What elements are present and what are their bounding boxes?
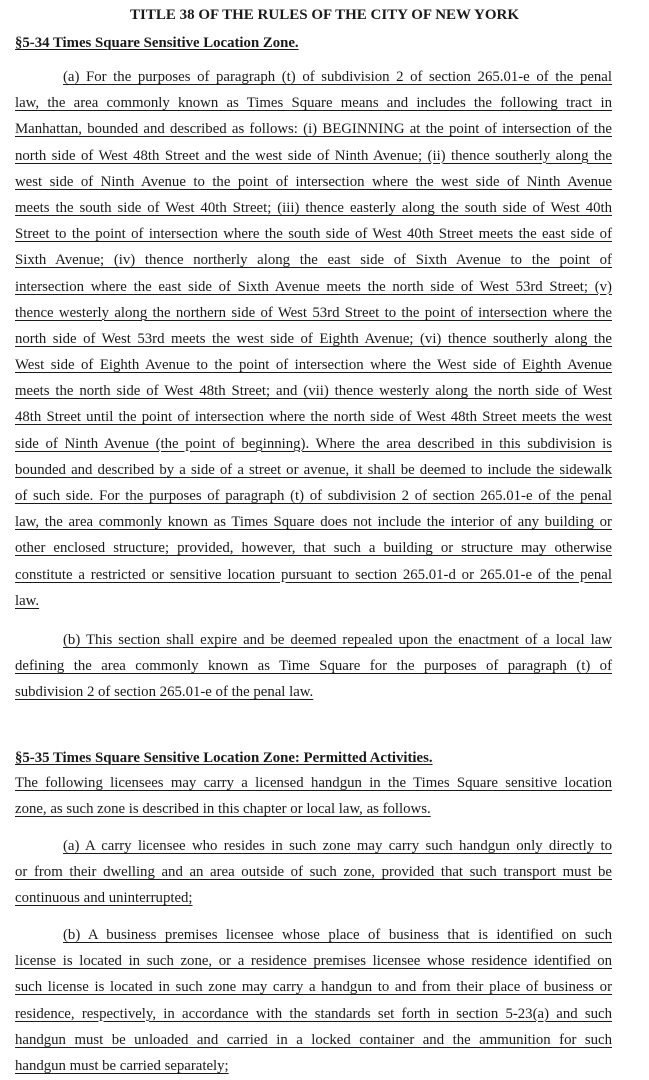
paragraph-5-35-intro: [15, 770, 612, 822]
text-line: handgun must be unloaded and carried in a locked container and the ammunition for such: [15, 1031, 612, 1048]
text-line: defining the area commonly known as Time Square for the purposes of paragraph (t) of: [15, 658, 612, 675]
text-line: law.: [15, 592, 40, 609]
section-heading-5-35: §5-35 Times Square Sensitive Location Zone: Permitted Activities.: [15, 750, 433, 766]
text-line: 48th Street until the point of intersection where the north side of West 48th Street meets the west: [15, 409, 612, 426]
text-line: (a) For the purposes of paragraph (t) of subdivision 2 of section 265.01-e of the penal: [63, 69, 612, 85]
text-line: license is located in such zone, or a residence premises licensee whose residence identified on: [15, 953, 612, 970]
text-line: zone, as such zone is described in this chapter or local law, as follows.: [15, 801, 431, 818]
text-line: law, the area commonly known as Times Square does not include the interior of any building or: [15, 514, 612, 531]
text-line: (a) A carry licensee who resides in such zone may carry such handgun only directly to: [63, 838, 612, 854]
text-line: subdivision 2 of section 265.01-e of the penal law.: [15, 684, 314, 701]
text-line: meets the north side of West 48th Street; and (vii) thence westerly along the north side of West: [15, 383, 612, 400]
text-line: of such side. For the purposes of paragraph (t) of subdivision 2 of section 265.01-e of the penal: [15, 488, 612, 504]
text-line: law, the area commonly known as Times Square means and includes the following tract in: [15, 95, 612, 112]
paragraph-5-35-b: [15, 922, 612, 1079]
paragraph-5-35-a: [15, 833, 612, 912]
text-line: residence, respectively, in accordance with the standards set forth in section 5-23(a) and such: [15, 1005, 612, 1022]
text-line: meets the south side of West 40th Street; (iii) thence easterly along the south side of West 40th: [15, 199, 612, 216]
text-line: north side of West 53rd meets the west side of Eighth Avenue; (vi) thence southerly along the: [15, 330, 612, 347]
text-line: other enclosed structure; provided, however, that such a building or structure may otherwise: [15, 540, 612, 557]
text-line: constitute a restricted or sensitive location pursuant to section 265.01-d or 265.01-e of the penal: [15, 566, 612, 583]
text-line: (b) A business premises licensee whose place of business that is identified on such: [63, 927, 612, 943]
text-line: continuous and uninterrupted;: [15, 890, 193, 907]
text-line: thence westerly along the northern side of West 53rd Street to the point of intersection where the: [15, 304, 612, 321]
section-heading-5-34: §5-34 Times Square Sensitive Location Zone.: [15, 35, 299, 51]
paragraph-5-34-a: [15, 64, 612, 614]
text-line: intersection where the east side of Sixth Avenue meets the north side of West 53rd Street; (v): [15, 278, 612, 295]
text-line: Manhattan, bounded and described as follows: (i) BEGINNING at the point of intersection of the: [15, 121, 612, 138]
text-line: Street to the point of intersection where the south side of West 40th Street meets the east side of: [15, 226, 612, 243]
text-line: bounded and described by a side of a street or avenue, it shall be deemed to include the sidewalk: [15, 461, 612, 478]
text-line: west side of Ninth Avenue to the point of intersection where the west side of Ninth Avenue: [15, 173, 612, 190]
text-line: The following licensees may carry a licensed handgun in the Times Square sensitive location: [15, 775, 612, 791]
paragraph-5-34-b: [15, 627, 612, 706]
text-line: side of Ninth Avenue (the point of beginning). Where the area described in this subdivision is: [15, 435, 612, 452]
page-title: TITLE 38 OF THE RULES OF THE CITY OF NEW YORK: [130, 7, 519, 23]
text-line: (b) This section shall expire and be deemed repealed upon the enactment of a local law: [63, 632, 612, 648]
text-line: West side of Eighth Avenue to the point of intersection where the West side of Eighth Avenue: [15, 357, 612, 374]
text-line: such license is located in such zone may carry a handgun to and from their place of business or: [15, 979, 612, 996]
text-line: or from their dwelling and an area outside of such zone, provided that such transport must be: [15, 864, 612, 881]
text-line: Sixth Avenue; (iv) thence northerly along the east side of Sixth Avenue to the point of: [15, 252, 612, 269]
text-line: north side of West 48th Street and the west side of Ninth Avenue; (ii) thence southerly along the: [15, 147, 612, 164]
text-line: handgun must be carried separately;: [15, 1057, 229, 1074]
